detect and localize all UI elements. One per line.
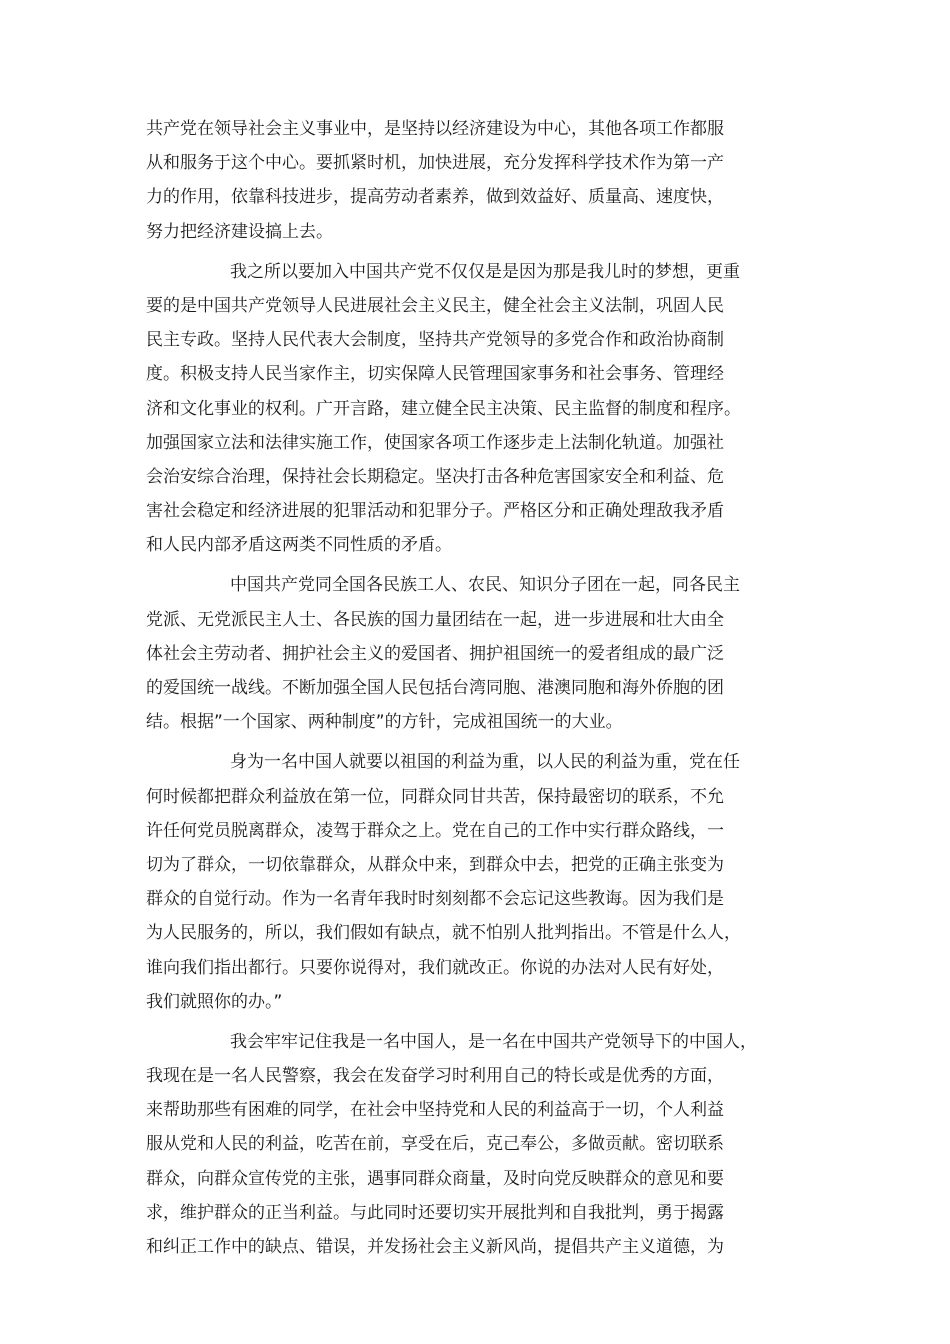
text-line: 会治安综合治理，保持社会长期稳定。坚决打击各种危害国家安全和利益、危 — [146, 466, 724, 487]
text-line: 力的作用，依靠科技进步，提高劳动者素养，做到效益好、质量高、速度快， — [146, 187, 724, 208]
paragraph-1 — [146, 112, 810, 249]
text-line: 要的是中国共产党领导人民进展社会主义民主，健全社会主义法制，巩固人民 — [146, 295, 724, 316]
text-line: 加强国家立法和法律实施工作，使国家各项工作逐步走上法制化轨道。加强社 — [146, 432, 724, 453]
paragraph-3 — [146, 568, 810, 739]
text-line: 和纠正工作中的缺点、错误，并发扬社会主义新风尚，提倡共产主义道德，为 — [146, 1237, 724, 1257]
document-body — [146, 112, 810, 1270]
text-line: 服从党和人民的利益，吃苦在前，享受在后，克己奉公，多做贡献。密切联系 — [146, 1134, 724, 1155]
text-line: 体社会主劳动者、拥护社会主义的爱国者、拥护祖国统一的爱者组成的最广泛 — [146, 643, 724, 664]
text-line: 党派、无党派民主人士、各民族的国力量团结在一起，进一步进展和壮大由全 — [146, 609, 724, 630]
text-line: 我们就照你的办。” — [146, 991, 283, 1012]
text-line: 和人民内部矛盾这两类不同性质的矛盾。 — [146, 535, 452, 556]
paragraph-5 — [146, 1025, 810, 1264]
text-line: 为人民服务的，所以，我们假如有缺点，就不怕别人批判指出。不管是什么人， — [146, 923, 741, 944]
paragraph-2 — [146, 255, 810, 563]
text-line: 我之所以要加入中国共产党不仅仅是是因为那是我儿时的梦想，更重 — [230, 261, 740, 282]
text-line: 共产党在领导社会主义事业中，是坚持以经济建设为中心，其他各项工作都服 — [146, 119, 724, 139]
text-line: 民主专政。坚持人民代表大会制度，坚持共产党领导的多党合作和政治协商制 — [146, 330, 724, 351]
text-line: 害社会稳定和经济进展的犯罪活动和犯罪分子。严格区分和正确处理敌我矛盾 — [146, 501, 724, 522]
text-line: 来帮助那些有困难的同学，在社会中坚持党和人民的利益高于一切，个人利益 — [146, 1100, 724, 1121]
text-line: 求，维护群众的正当利益。与此同时还要切实开展批判和自我批判，勇于揭露 — [146, 1202, 724, 1223]
text-line: 身为一名中国人就要以祖国的利益为重，以人民的利益为重，党在任 — [230, 752, 740, 773]
paragraph-4 — [146, 745, 810, 1019]
text-line: 我现在是一名人民警察，我会在发奋学习时利用自己的特长或是优秀的方面， — [146, 1066, 724, 1087]
text-line: 谁向我们指出都行。只要你说得对，我们就改正。你说的办法对人民有好处， — [146, 957, 724, 978]
text-line: 从和服务于这个中心。要抓紧时机，加快进展，充分发挥科学技术作为第一产 — [146, 153, 724, 174]
text-line: 的爱国统一战线。不断加强全国人民包括台湾同胞、港澳同胞和海外侨胞的团 — [146, 678, 724, 698]
text-line: 何时候都把群众利益放在第一位，同群众同甘共苦，保持最密切的联系，不允 — [146, 786, 724, 807]
text-line: 努力把经济建设搞上去。 — [146, 221, 333, 242]
text-line: 许任何党员脱离群众，凌驾于群众之上。党在自己的工作中实行群众路线，一 — [146, 820, 724, 841]
text-line: 济和文化事业的权利。广开言路，建立健全民主决策、民主监督的制度和程序。 — [146, 398, 741, 419]
text-line: 我会牢牢记住我是一名中国人，是一名在中国共产党领导下的中国人， — [230, 1031, 757, 1052]
text-line: 群众的自觉行动。作为一名青年我时时刻刻都不会忘记这些教诲。因为我们是 — [146, 889, 724, 910]
text-line: 度。积极支持人民当家作主，切实保障人民管理国家事务和社会事务、管理经 — [146, 364, 724, 385]
text-line: 切为了群众，一切依靠群众，从群众中来，到群众中去，把党的正确主张变为 — [146, 854, 724, 875]
text-line: 中国共产党同全国各民族工人、农民、知识分子团在一起，同各民主 — [230, 575, 740, 596]
text-line: 群众，向群众宣传党的主张，遇事同群众商量，及时向党反映群众的意见和要 — [146, 1168, 724, 1189]
text-line: 结。根据”一个国家、两种制度”的方针，完成祖国统一的大业。 — [146, 712, 623, 733]
